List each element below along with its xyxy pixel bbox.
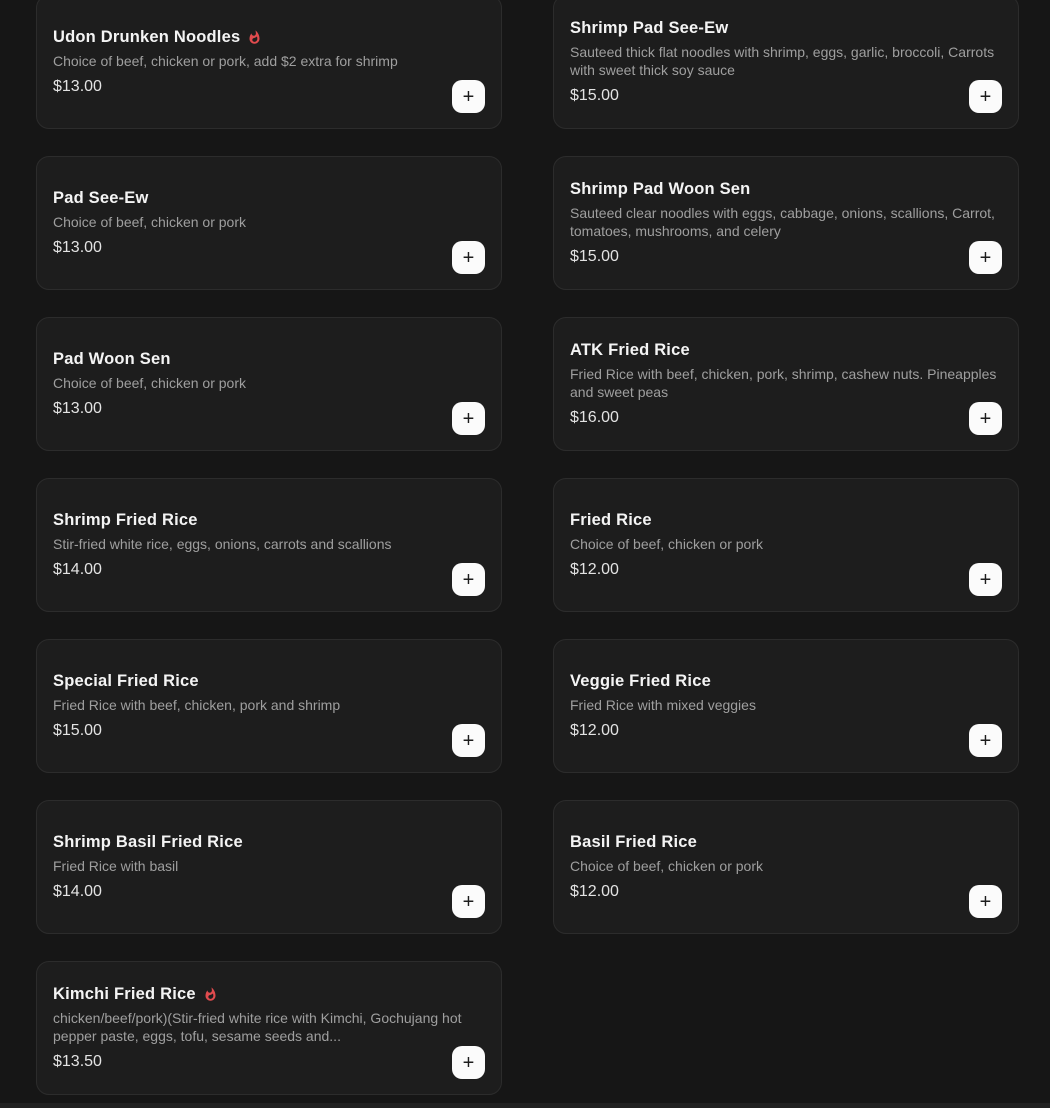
- item-price: $14.00: [53, 883, 102, 901]
- item-title-row: [53, 186, 485, 211]
- item-title-row: [570, 338, 1002, 363]
- item-name: Shrimp Fried Rice: [53, 510, 198, 529]
- item-title-row: [53, 669, 485, 694]
- menu-item-card[interactable]: [36, 800, 502, 934]
- add-item-button[interactable]: [969, 241, 1002, 274]
- item-price: $13.00: [53, 400, 102, 418]
- item-price: $15.00: [570, 87, 619, 104]
- item-description: Fried Rice with mixed veggies: [570, 696, 756, 713]
- item-price: $13.00: [53, 78, 102, 96]
- item-name: Pad See-Ew: [53, 188, 149, 207]
- plus-icon: +: [462, 407, 475, 430]
- menu-item-card[interactable]: [553, 478, 1019, 612]
- add-item-button[interactable]: [452, 563, 485, 596]
- flame-icon: [247, 30, 262, 45]
- item-name: Veggie Fried Rice: [570, 671, 711, 690]
- add-item-button[interactable]: [969, 563, 1002, 596]
- add-item-button[interactable]: [969, 80, 1002, 113]
- item-title-row: [570, 669, 1002, 694]
- item-price: $12.00: [570, 561, 619, 579]
- item-description: Fried Rice with basil: [53, 857, 179, 874]
- item-price: $15.00: [53, 722, 102, 740]
- item-description: chicken/beef/pork)(Stir-fried white rice with Kimchi, Gochujang hot pepper paste, eggs, tofu, sesame seeds and...: [53, 1010, 462, 1044]
- menu-item-card[interactable]: [553, 800, 1019, 934]
- item-description: Choice of beef, chicken or pork, add $2 extra for shrimp: [53, 52, 398, 69]
- add-item-button[interactable]: [452, 402, 485, 435]
- menu-item-card[interactable]: [36, 0, 502, 129]
- item-name: Fried Rice: [570, 510, 652, 529]
- item-price: $12.00: [570, 883, 619, 901]
- item-description: Stir-fried white rice, eggs, onions, carrots and scallions: [53, 535, 392, 552]
- item-name: Pad Woon Sen: [53, 349, 171, 368]
- plus-icon: +: [979, 85, 992, 108]
- item-price: $12.00: [570, 722, 619, 740]
- plus-icon: +: [462, 85, 475, 108]
- menu-item-card[interactable]: [553, 639, 1019, 773]
- item-description: Fried Rice with beef, chicken, pork, shrimp, cashew nuts. Pineapples and sweet peas: [570, 366, 997, 400]
- item-title-row: [570, 830, 1002, 855]
- item-description: Choice of beef, chicken or pork: [53, 374, 246, 391]
- item-price: $13.00: [53, 239, 102, 257]
- item-description: Fried Rice with beef, chicken, pork and shrimp: [53, 696, 341, 713]
- item-title-row: [570, 16, 1002, 41]
- item-title-row: [570, 177, 1002, 202]
- add-item-button[interactable]: [452, 885, 485, 918]
- item-price: $16.00: [570, 409, 619, 426]
- item-title-row: [53, 982, 485, 1007]
- item-title-row: [570, 508, 1002, 533]
- item-name: Special Fried Rice: [53, 671, 199, 690]
- plus-icon: +: [462, 246, 475, 269]
- item-name: Shrimp Basil Fried Rice: [53, 832, 243, 851]
- menu-item-card[interactable]: [36, 156, 502, 290]
- item-name: Shrimp Pad Woon Sen: [570, 180, 751, 198]
- item-title-row: [53, 25, 485, 50]
- bottom-edge: [0, 1103, 1050, 1108]
- plus-icon: +: [979, 890, 992, 913]
- item-title-row: [53, 347, 485, 372]
- menu-item-card[interactable]: [36, 317, 502, 451]
- item-description: Sauteed clear noodles with eggs, cabbage, onions, scallions, Carrot, tomatoes, mushrooms, and celery: [570, 205, 995, 239]
- add-item-button[interactable]: [969, 724, 1002, 757]
- plus-icon: +: [979, 729, 992, 752]
- plus-icon: +: [462, 1051, 475, 1074]
- item-name: Udon Drunken Noodles: [53, 27, 241, 46]
- plus-icon: +: [462, 568, 475, 591]
- item-price: $13.50: [53, 1053, 102, 1070]
- item-name: Shrimp Pad See-Ew: [570, 19, 729, 37]
- flame-icon: [203, 987, 218, 1002]
- plus-icon: +: [462, 890, 475, 913]
- menu-item-card[interactable]: [553, 317, 1019, 451]
- item-description: Choice of beef, chicken or pork: [53, 213, 246, 230]
- item-title-row: [53, 830, 485, 855]
- item-description: Sauteed thick flat noodles with shrimp, eggs, garlic, broccoli, Carrots with sweet thick soy sauce: [570, 44, 995, 78]
- item-name: Kimchi Fried Rice: [53, 985, 196, 1003]
- plus-icon: +: [979, 568, 992, 591]
- menu-item-card[interactable]: [36, 478, 502, 612]
- add-item-button[interactable]: [969, 402, 1002, 435]
- item-description: Choice of beef, chicken or pork: [570, 535, 763, 552]
- item-name: ATK Fried Rice: [570, 341, 690, 359]
- item-price: $15.00: [570, 248, 619, 265]
- menu-item-card[interactable]: [553, 156, 1019, 290]
- plus-icon: +: [979, 246, 992, 269]
- item-description: Choice of beef, chicken or pork: [570, 857, 763, 874]
- plus-icon: +: [979, 407, 992, 430]
- add-item-button[interactable]: [452, 241, 485, 274]
- menu-item-card[interactable]: [553, 0, 1019, 129]
- add-item-button[interactable]: [969, 885, 1002, 918]
- item-price: $14.00: [53, 561, 102, 579]
- add-item-button[interactable]: [452, 724, 485, 757]
- item-name: Basil Fried Rice: [570, 832, 697, 851]
- menu-item-card[interactable]: [36, 961, 502, 1095]
- add-item-button[interactable]: [452, 80, 485, 113]
- menu-item-card[interactable]: [36, 639, 502, 773]
- plus-icon: +: [462, 729, 475, 752]
- item-title-row: [53, 508, 485, 533]
- add-item-button[interactable]: [452, 1046, 485, 1079]
